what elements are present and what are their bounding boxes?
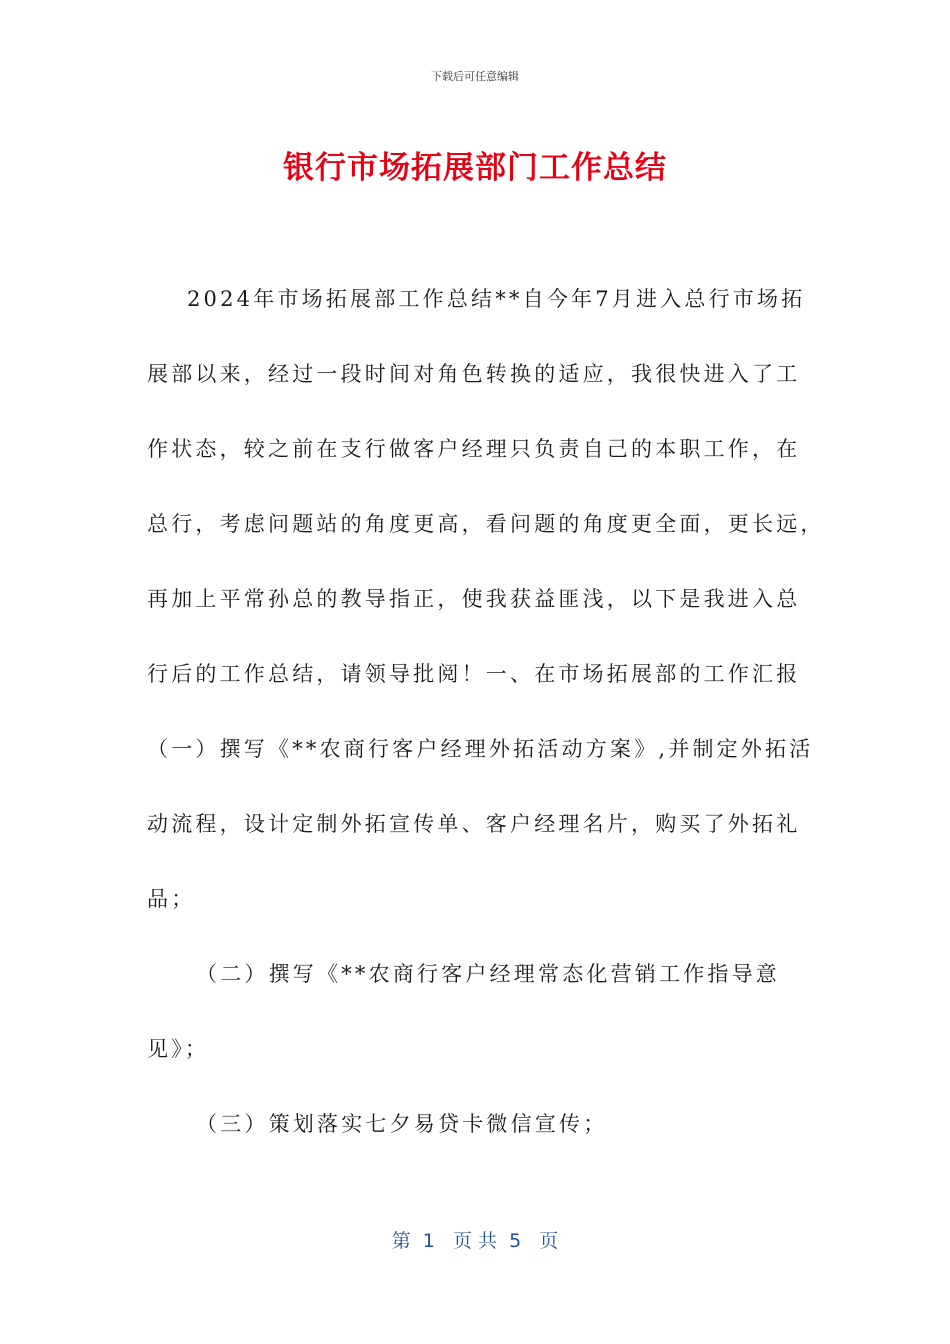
body-line: （一）撰写《**农商行客户经理外拓活动方案》,并制定外拓活: [147, 737, 814, 761]
body-line: 展部以来，经过一段时间对角色转换的适应，我很快进入了工: [147, 362, 801, 386]
body-line: 2024年市场拓展部工作总结**自今年7月进入总行市场拓: [187, 287, 806, 311]
body-line: （三）策划落实七夕易贷卡微信宣传；: [196, 1112, 608, 1136]
body-line: 品；: [147, 887, 196, 911]
header-note: 下载后可任意编辑: [431, 70, 519, 83]
document-title: 银行市场拓展部门工作总结: [283, 150, 667, 186]
body-line: （二）撰写《**农商行客户经理常态化营销工作指导意: [196, 962, 780, 986]
body-line: 再加上平常孙总的教导指正，使我获益匪浅，以下是我进入总: [147, 587, 801, 611]
body-line: 作状态，较之前在支行做客户经理只负责自己的本职工作，在: [147, 437, 801, 461]
page-number-footer: 第 1 页 共 5 页: [391, 1230, 559, 1252]
body-line: 见》；: [147, 1037, 210, 1061]
body-line: 总行，考虑问题站的角度更高，看问题的角度更全面，更长远，: [147, 512, 825, 536]
body-line: 动流程，设计定制外拓宣传单、客户经理名片，购买了外拓礼: [147, 812, 801, 836]
body-line: 行后的工作总结，请领导批阅！一、在市场拓展部的工作汇报: [147, 662, 801, 686]
